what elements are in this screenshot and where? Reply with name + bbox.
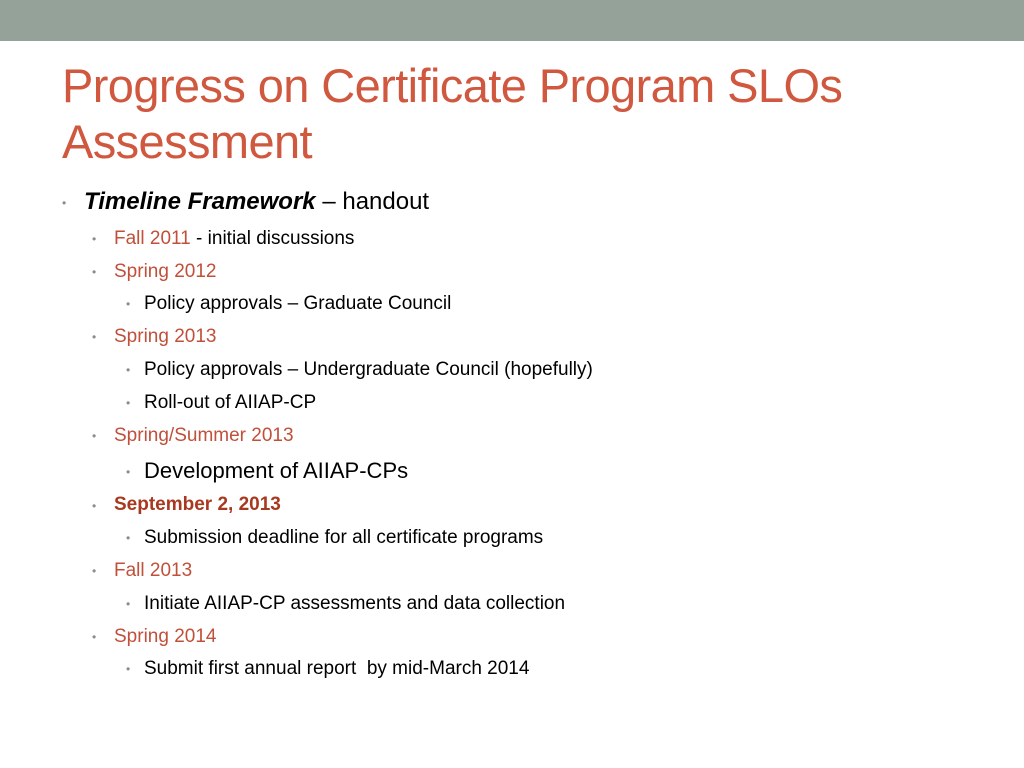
spring-2012-item bbox=[114, 261, 216, 283]
bullet-icon: • bbox=[126, 531, 131, 545]
bullet-icon: • bbox=[126, 297, 131, 311]
fall-2013-detail-1: Initiate AIIAP-CP assessments and data collection bbox=[144, 593, 566, 614]
fall-2011-date: Fall 2011 bbox=[114, 228, 191, 249]
spring-2012-date: Spring 2012 bbox=[114, 261, 217, 282]
september-2013-detail-1: Submission deadline for all certificate programs bbox=[144, 527, 544, 548]
bullet-icon: • bbox=[126, 662, 131, 676]
bullet-icon: • bbox=[126, 465, 131, 479]
timeline-framework-label: Timeline Framework bbox=[84, 188, 316, 215]
slide-title-line-1: Progress on Certificate Program SLOs bbox=[62, 59, 843, 112]
fall-2011-item bbox=[114, 228, 354, 250]
bullet-icon: • bbox=[126, 597, 131, 611]
fall-2013-item bbox=[114, 560, 192, 582]
bullet-icon: • bbox=[92, 330, 97, 344]
spring-2012-detail-1: Policy approvals – Graduate Council bbox=[144, 293, 452, 314]
spring-summer-2013-date: Spring/Summer 2013 bbox=[114, 425, 294, 446]
bullet-icon: • bbox=[62, 196, 67, 210]
bullet-icon: • bbox=[92, 630, 97, 644]
spring-2013-detail-2: Roll-out of AIIAP-CP bbox=[144, 392, 317, 413]
spring-summer-2013-item bbox=[114, 425, 294, 447]
spring-summer-2013-detail-1: Development of AIIAP-CPs bbox=[144, 458, 409, 483]
timeline-framework-note: – handout bbox=[315, 188, 430, 215]
spring-2014-date: Spring 2014 bbox=[114, 626, 217, 647]
september-2013-date: September 2, 2013 bbox=[114, 494, 281, 515]
bullet-icon: • bbox=[126, 363, 131, 377]
slide-title-line-2: Assessment bbox=[62, 115, 312, 168]
bullet-icon: • bbox=[92, 232, 97, 246]
bullet-icon: • bbox=[92, 429, 97, 443]
september-2013-item bbox=[114, 494, 281, 516]
spring-2013-date: Spring 2013 bbox=[114, 326, 217, 347]
spring-2013-item bbox=[114, 326, 216, 348]
bullet-icon: • bbox=[92, 499, 97, 513]
bullet-icon: • bbox=[92, 564, 97, 578]
fall-2011-description: - initial discussions bbox=[190, 228, 355, 249]
timeline-framework-item bbox=[84, 188, 429, 216]
fall-2013-date: Fall 2013 bbox=[114, 560, 193, 581]
spring-2014-detail-1: Submit first annual report by mid-March 2014 bbox=[144, 658, 530, 679]
bullet-icon: • bbox=[126, 396, 131, 410]
spring-2014-item bbox=[114, 626, 216, 648]
bullet-icon: • bbox=[92, 265, 97, 279]
spring-2013-detail-1: Policy approvals – Undergraduate Council (hopefully) bbox=[144, 359, 593, 380]
